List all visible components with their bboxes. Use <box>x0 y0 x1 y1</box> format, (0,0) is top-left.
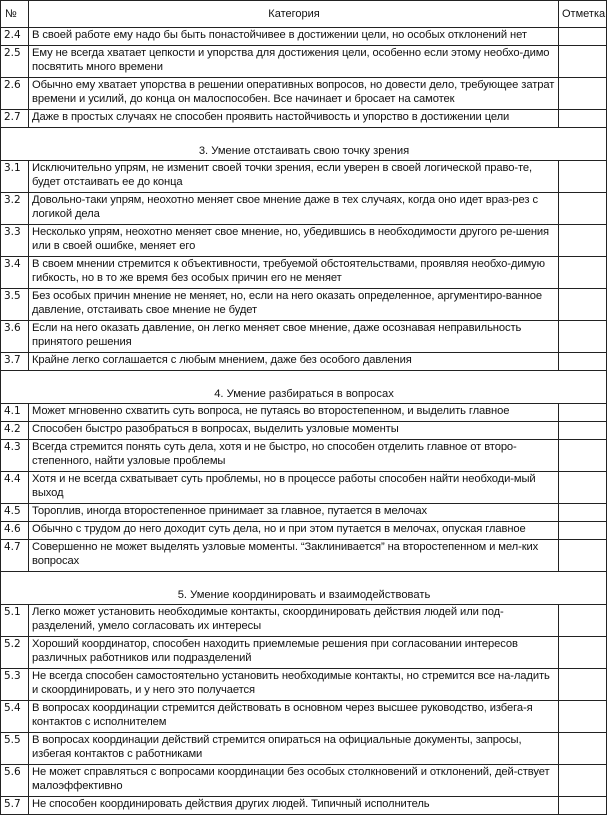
table-body <box>1 28 607 815</box>
item-description: Не способен координировать действия других людей. Типичный исполнитель <box>29 797 559 815</box>
item-number: 5.7 <box>1 797 29 815</box>
item-description: Не может справляться с вопросами координации без особых столкновений и отклонений, дей-ствует малоэффективно <box>29 765 559 797</box>
item-description: Всегда стремится понять суть дела, хотя и не быстро, но способен отделить главное от второ-степенного, найти узловые проблемы <box>29 440 559 472</box>
mark-cell[interactable] <box>559 669 607 701</box>
table-row <box>1 669 607 701</box>
item-description: Хотя и не всегда схватывает суть проблемы, но в процессе работы способен найти необходи-мый выход <box>29 472 559 504</box>
item-number: 2.6 <box>1 78 29 110</box>
item-number: 5.4 <box>1 701 29 733</box>
item-number: 3.4 <box>1 257 29 289</box>
mark-cell[interactable] <box>559 797 607 815</box>
table-row <box>1 161 607 193</box>
item-number: 3.7 <box>1 353 29 371</box>
item-description: Крайне легко соглашается с любым мнением, даже без особого давления <box>29 353 559 371</box>
section-title: 4. Умение разбираться в вопросах <box>1 371 607 404</box>
item-description: В вопросах координации стремится действовать в основном через высшее руководство, избега-я контактов с исполнителем <box>29 701 559 733</box>
table-row <box>1 637 607 669</box>
table-row <box>1 472 607 504</box>
item-number: 5.1 <box>1 605 29 637</box>
table-row <box>1 504 607 522</box>
item-description: Тороплив, иногда второстепенное принимает за главное, путается в мелочах <box>29 504 559 522</box>
mark-cell[interactable] <box>559 540 607 572</box>
item-description: Если на него оказать давление, он легко меняет свое мнение, даже осознавая неправильность принятого решения <box>29 321 559 353</box>
item-number: 5.3 <box>1 669 29 701</box>
item-number: 5.5 <box>1 733 29 765</box>
mark-cell[interactable] <box>559 605 607 637</box>
item-number: 2.7 <box>1 110 29 128</box>
mark-cell[interactable] <box>559 404 607 422</box>
item-description: Исключительно упрям, не изменит своей точки зрения, если уверен в своей логической право-те, будет отстаивать ее до конца <box>29 161 559 193</box>
table-row <box>1 353 607 371</box>
section-title: 3. Умение отстаивать свою точку зрения <box>1 128 607 161</box>
column-header-number: № <box>1 1 29 28</box>
mark-cell[interactable] <box>559 225 607 257</box>
section-header-row <box>1 128 607 161</box>
mark-cell[interactable] <box>559 78 607 110</box>
item-number: 5.6 <box>1 765 29 797</box>
item-number: 4.2 <box>1 422 29 440</box>
item-description: Без особых причин мнение не меняет, но, если на него оказать определенное, аргументиро-ванное давление, отстаивать свое мнение не будет <box>29 289 559 321</box>
item-description: В вопросах координации действий стремится опираться на официальные документы, запросы, избегая контактов с работниками <box>29 733 559 765</box>
mark-cell[interactable] <box>559 161 607 193</box>
item-number: 3.6 <box>1 321 29 353</box>
item-description: Обычно с трудом до него доходит суть дела, но и при этом путается в мелочах, опуская главное <box>29 522 559 540</box>
table-row <box>1 46 607 78</box>
item-number: 3.5 <box>1 289 29 321</box>
item-number: 2.4 <box>1 28 29 46</box>
table-row <box>1 321 607 353</box>
table-row <box>1 522 607 540</box>
mark-cell[interactable] <box>559 353 607 371</box>
mark-cell[interactable] <box>559 321 607 353</box>
column-header-category: Категория <box>29 1 559 28</box>
section-title: 5. Умение координировать и взаимодействовать <box>1 572 607 605</box>
item-number: 4.6 <box>1 522 29 540</box>
mark-cell[interactable] <box>559 472 607 504</box>
item-description: В своем мнении стремится к объективности, требуемой обстоятельствами, проявляя необхо-димую гибкость, но в то же время без особых причин его не меняет <box>29 257 559 289</box>
item-number: 3.1 <box>1 161 29 193</box>
item-description: Способен быстро разобраться в вопросах, выделить узловые моменты <box>29 422 559 440</box>
item-description: Даже в простых случаях не способен проявить настойчивость и упорство в достижении цели <box>29 110 559 128</box>
mark-cell[interactable] <box>559 765 607 797</box>
item-description: Не всегда способен самостоятельно установить необходимые контакты, но стремится все на-ладить и скоординировать, и у него это получается <box>29 669 559 701</box>
item-number: 4.1 <box>1 404 29 422</box>
mark-cell[interactable] <box>559 289 607 321</box>
mark-cell[interactable] <box>559 504 607 522</box>
mark-cell[interactable] <box>559 440 607 472</box>
table-row <box>1 422 607 440</box>
mark-cell[interactable] <box>559 28 607 46</box>
item-description: Ему не всегда хватает цепкости и упорства для достижения цели, особенно если этому необхо-димо посвятить много времени <box>29 46 559 78</box>
item-description: Легко может установить необходимые контакты, скоординировать действия людей или под-разделений, умело согласовать их интересы <box>29 605 559 637</box>
item-number: 5.2 <box>1 637 29 669</box>
section-header-row <box>1 572 607 605</box>
section-header-row <box>1 371 607 404</box>
table-row <box>1 440 607 472</box>
item-number: 2.5 <box>1 46 29 78</box>
table-row <box>1 225 607 257</box>
item-number: 3.2 <box>1 193 29 225</box>
item-description: Обычно ему хватает упорства в решении оперативных вопросов, но довести дело, требующее затрат времени и усилий, до конца он малоспособен. Все начинает и бросает на самотек <box>29 78 559 110</box>
table-row <box>1 78 607 110</box>
table-row <box>1 193 607 225</box>
table-header-row <box>1 1 607 28</box>
mark-cell[interactable] <box>559 701 607 733</box>
item-number: 3.3 <box>1 225 29 257</box>
item-description: Хороший координатор, способен находить приемлемые решения при согласовании интересов различных работников или подразделений <box>29 637 559 669</box>
table-row <box>1 404 607 422</box>
mark-cell[interactable] <box>559 257 607 289</box>
table-row <box>1 797 607 815</box>
item-description: Несколько упрям, неохотно меняет свое мнение, но, убедившись в необходимости другого ре-шения или в своей ошибке, меняет его <box>29 225 559 257</box>
item-number: 4.5 <box>1 504 29 522</box>
mark-cell[interactable] <box>559 110 607 128</box>
table-row <box>1 701 607 733</box>
item-description: Может мгновенно схватить суть вопроса, не путаясь во второстепенном, и выделить главное <box>29 404 559 422</box>
mark-cell[interactable] <box>559 522 607 540</box>
table-row <box>1 289 607 321</box>
table-row <box>1 110 607 128</box>
mark-cell[interactable] <box>559 193 607 225</box>
item-number: 4.7 <box>1 540 29 572</box>
item-number: 4.3 <box>1 440 29 472</box>
table-row <box>1 605 607 637</box>
mark-cell[interactable] <box>559 422 607 440</box>
item-description: Совершенно не может выделять узловые моменты. “Заклинивается” на второстепенном и мел-ких вопросах <box>29 540 559 572</box>
mark-cell[interactable] <box>559 637 607 669</box>
mark-cell[interactable] <box>559 733 607 765</box>
table-row <box>1 540 607 572</box>
item-number: 4.4 <box>1 472 29 504</box>
column-header-mark: Отметка <box>559 1 607 28</box>
table-row <box>1 28 607 46</box>
table-row <box>1 257 607 289</box>
table-row <box>1 765 607 797</box>
mark-cell[interactable] <box>559 46 607 78</box>
item-description: В своей работе ему надо бы быть понастойчивее в достижении цели, но особых отклонений нет <box>29 28 559 46</box>
item-description: Довольно-таки упрям, неохотно меняет свое мнение даже в тех случаях, когда оно идет враз-рез с логикой дела <box>29 193 559 225</box>
table-row <box>1 733 607 765</box>
